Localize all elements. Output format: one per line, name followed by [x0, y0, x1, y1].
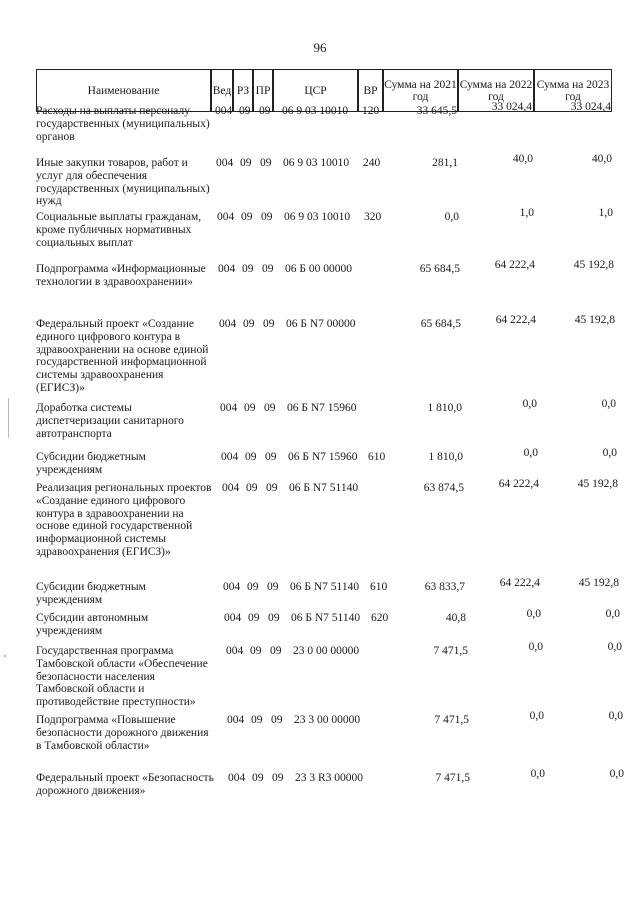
pr-cell: 09: [259, 105, 271, 117]
sum-2023-cell: 0,0: [601, 398, 616, 410]
scan-dot: [4, 655, 6, 657]
row-name: Субсидии бюджетным учреждениям: [36, 451, 146, 476]
rz-cell: 09: [242, 263, 254, 275]
sum-2021-cell: 65 684,5: [419, 263, 460, 275]
pr-cell: 09: [262, 263, 274, 275]
pr-cell: 09: [261, 211, 273, 223]
row-name: Иные закупки товаров, работ и услуг для обеспечения государственных (муниципальных) нужд: [36, 157, 210, 208]
header-sum-2022: Сумма на 2022 год: [458, 69, 534, 112]
sum-2022-cell: 0,0: [526, 608, 541, 620]
ved-cell: 004: [220, 402, 238, 414]
rz-cell: 09: [245, 451, 257, 463]
ved-cell: 004: [223, 581, 241, 593]
sum-2023-cell: 45 192,8: [578, 577, 619, 589]
sum-2021-cell: 40,8: [445, 612, 466, 624]
sum-2023-cell: 0,0: [602, 447, 617, 459]
csr-cell: 06 9 03 10010: [283, 157, 350, 169]
csr-cell: 06 9 03 10010: [284, 211, 351, 223]
ved-cell: 004: [215, 105, 233, 117]
sum-2022-cell: 0,0: [523, 447, 538, 459]
csr-cell: 23 3 00 00000: [294, 714, 361, 726]
pr-cell: 09: [260, 157, 272, 169]
sum-2022-cell: 0,0: [528, 641, 543, 653]
rz-cell: 09: [240, 157, 252, 169]
ved-cell: 004: [227, 714, 245, 726]
vr-cell: 610: [370, 581, 388, 593]
csr-cell: 06 9 03 10010: [282, 105, 349, 117]
sum-2023-cell: 1,0: [598, 207, 613, 219]
pr-cell: 09: [272, 772, 284, 784]
sum-2021-cell: 281,1: [432, 157, 458, 169]
pr-cell: 09: [263, 318, 275, 330]
sum-2023-cell: 40,0: [591, 153, 612, 165]
header-csr: ЦСР: [273, 69, 358, 112]
pr-cell: 09: [270, 645, 282, 657]
sum-2021-cell: 1 810,0: [427, 402, 462, 414]
ved-cell: 004: [219, 318, 237, 330]
header-ved: Вед: [211, 69, 233, 112]
row-name: Подпрограмма «Информационные технологии в здравоохранении»: [36, 263, 206, 288]
row-name: Социальные выплаты гражданам, кроме публичных нормативных социальных выплат: [36, 211, 202, 249]
sum-2023-cell: 0,0: [607, 641, 622, 653]
rz-cell: 09: [243, 318, 255, 330]
header-sum-2023: Сумма на 2023 год: [534, 69, 612, 112]
rz-cell: 09: [251, 714, 263, 726]
csr-cell: 06 Б N7 15960: [287, 402, 357, 414]
row-name: Субсидии автономным учреждениям: [36, 612, 149, 637]
csr-cell: 06 Б N7 51140: [291, 612, 361, 624]
rz-cell: 09: [250, 645, 262, 657]
row-name: Федеральный проект «Создание единого цифрового контура в здравоохранении на основе единой государственной информационной системы здравоохранения (ЕГИСЗ)»: [36, 318, 209, 394]
rz-cell: 09: [244, 402, 256, 414]
header-name: Наименование: [36, 69, 211, 112]
sum-2023-cell: 33 024,4: [570, 101, 611, 113]
sum-2023-cell: 0,0: [608, 710, 623, 722]
sum-2022-cell: 0,0: [529, 710, 544, 722]
pr-cell: 09: [264, 402, 276, 414]
ved-cell: 004: [216, 157, 234, 169]
pr-cell: 09: [267, 581, 279, 593]
sum-2021-cell: 7 471,5: [433, 645, 468, 657]
vr-cell: 620: [371, 612, 389, 624]
vr-cell: 240: [363, 157, 381, 169]
csr-cell: 06 Б N7 00000: [286, 318, 356, 330]
csr-cell: 23 3 R3 00000: [295, 772, 364, 784]
row-name: Реализация региональных проектов «Создание единого цифрового контура в здравоохранении на основе единой государственной информационной системы здравоохранения (ЕГИСЗ)»: [36, 482, 212, 558]
row-name: Расходы на выплаты персоналу государственных (муниципальных) органов: [36, 105, 210, 143]
vr-cell: 120: [362, 105, 380, 117]
pr-cell: 09: [271, 714, 283, 726]
sum-2022-cell: 64 222,4: [494, 259, 535, 271]
page-number: 96: [313, 40, 327, 55]
sum-2022-cell: 0,0: [530, 768, 545, 780]
pr-cell: 09: [266, 482, 278, 494]
ved-cell: 004: [224, 612, 242, 624]
pr-cell: 09: [268, 612, 280, 624]
sum-2023-cell: 45 192,8: [573, 259, 614, 271]
row-name: Государственная программа Тамбовской области «Обеспечение безопасности населения Тамбовской области и противодействие преступности»: [36, 645, 208, 709]
csr-cell: 06 Б N7 15960: [288, 451, 358, 463]
rz-cell: 09: [239, 105, 251, 117]
sum-2023-cell: 0,0: [609, 768, 624, 780]
sum-2023-cell: 45 192,8: [577, 478, 618, 490]
rz-cell: 09: [246, 482, 258, 494]
header-rz: РЗ: [233, 69, 253, 112]
header-pr: ПР: [253, 69, 273, 112]
row-name: Федеральный проект «Безопасность дорожного движения»: [36, 772, 214, 797]
row-name: Субсидии бюджетным учреждениям: [36, 581, 146, 606]
rz-cell: 09: [241, 211, 253, 223]
csr-cell: 23 0 00 00000: [293, 645, 360, 657]
sum-2021-cell: 7 471,5: [434, 714, 469, 726]
sum-2021-cell: 63 874,5: [423, 482, 464, 494]
sum-2021-cell: 63 833,7: [424, 581, 465, 593]
header-sum-2021: Сумма на 2021 год: [383, 69, 458, 112]
sum-2022-cell: 40,0: [512, 153, 533, 165]
sum-2022-cell: 0,0: [522, 398, 537, 410]
rz-cell: 09: [247, 581, 259, 593]
sum-2021-cell: 0,0: [444, 211, 459, 223]
csr-cell: 06 Б 00 00000: [285, 263, 352, 275]
sum-2022-cell: 33 024,4: [491, 101, 532, 113]
row-name: Доработка системы диспетчеризации санитарного автотранспорта: [36, 402, 184, 440]
ved-cell: 004: [226, 645, 244, 657]
rz-cell: 09: [252, 772, 264, 784]
header-vr: ВР: [358, 69, 383, 112]
rz-cell: 09: [248, 612, 260, 624]
sum-2021-cell: 33 645,5: [416, 105, 457, 117]
csr-cell: 06 Б N7 51140: [289, 482, 359, 494]
row-name: Подпрограмма «Повышение безопасности дорожного движения в Тамбовской области»: [36, 714, 209, 752]
sum-2022-cell: 1,0: [519, 207, 534, 219]
scan-margin-mark: [8, 398, 9, 438]
ved-cell: 004: [218, 263, 236, 275]
sum-2022-cell: 64 222,4: [498, 478, 539, 490]
sum-2022-cell: 64 222,4: [495, 314, 536, 326]
sum-2023-cell: 45 192,8: [574, 314, 615, 326]
vr-cell: 320: [364, 211, 382, 223]
sum-2021-cell: 1 810,0: [428, 451, 463, 463]
sum-2023-cell: 0,0: [605, 608, 620, 620]
ved-cell: 004: [228, 772, 246, 784]
vr-cell: 610: [368, 451, 386, 463]
ved-cell: 004: [222, 482, 240, 494]
sum-2021-cell: 7 471,5: [435, 772, 470, 784]
ved-cell: 004: [217, 211, 235, 223]
pr-cell: 09: [265, 451, 277, 463]
csr-cell: 06 Б N7 51140: [290, 581, 360, 593]
sum-2021-cell: 65 684,5: [420, 318, 461, 330]
sum-2022-cell: 64 222,4: [499, 577, 540, 589]
ved-cell: 004: [221, 451, 239, 463]
